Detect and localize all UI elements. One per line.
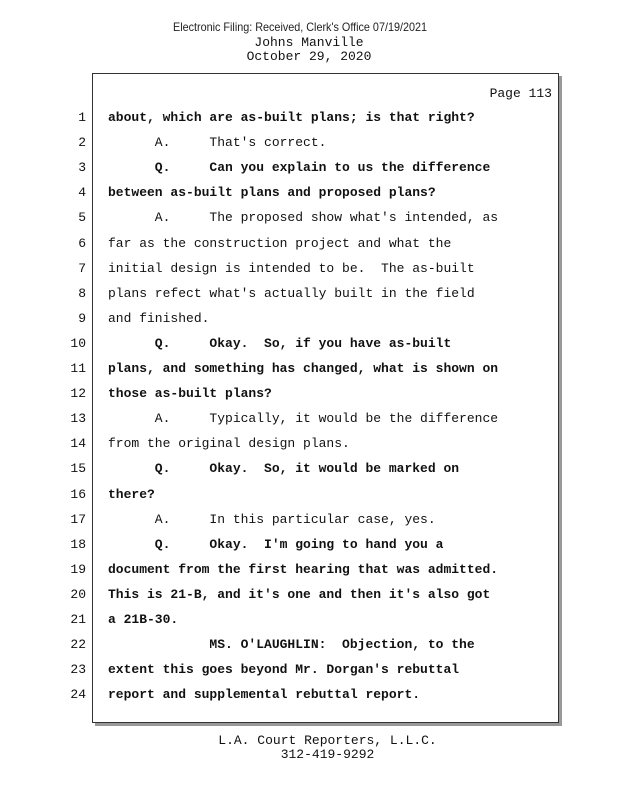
deposition-date: October 29, 2020	[246, 49, 372, 64]
line-number: 17	[70, 512, 86, 527]
transcript-line: A. In this particular case, yes.	[108, 512, 436, 527]
line-number: 7	[78, 261, 86, 276]
line-number: 2	[78, 135, 86, 150]
line-number: 8	[78, 286, 86, 301]
line-number: 19	[70, 562, 86, 577]
line-number: 24	[70, 687, 86, 702]
transcript-line: Q. Okay. So, if you have as-built	[108, 336, 452, 351]
line-number: 21	[70, 612, 86, 627]
transcript-line: Q. Okay. I'm going to hand you a	[108, 537, 444, 552]
case-title: Johns Manville	[254, 35, 364, 50]
line-number: 18	[70, 537, 86, 552]
transcript-line: A. Typically, it would be the difference	[108, 411, 499, 426]
line-number: 13	[70, 411, 86, 426]
transcript-line: a 21B-30.	[108, 612, 179, 627]
court-reporter-phone: 312-419-9292	[280, 747, 375, 762]
electronic-filing-stamp: Electronic Filing: Received, Clerk's Office 07/19/2021	[173, 20, 427, 34]
transcript-line: A. That's correct.	[108, 135, 327, 150]
line-number: 11	[70, 361, 86, 376]
line-number: 5	[78, 210, 86, 225]
transcript-line: plans, and something has changed, what is shown on	[108, 361, 499, 376]
transcript-line: and finished.	[108, 311, 210, 326]
line-number: 9	[78, 311, 86, 326]
transcript-line: report and supplemental rebuttal report.	[108, 687, 421, 702]
court-reporter-firm: L.A. Court Reporters, L.L.C.	[218, 733, 437, 748]
line-number: 6	[78, 236, 86, 251]
transcript-line: about, which are as-built plans; is that right?	[108, 110, 475, 125]
line-number: 14	[70, 436, 86, 451]
line-number: 10	[70, 336, 86, 351]
transcript-line: far as the construction project and what the	[108, 236, 452, 251]
transcript-line: Q. Okay. So, it would be marked on	[108, 461, 460, 476]
transcript-line: from the original design plans.	[108, 436, 350, 451]
transcript-line: This is 21-B, and it's one and then it's also got	[108, 587, 491, 602]
line-number: 15	[70, 461, 86, 476]
transcript-line: between as-built plans and proposed plans?	[108, 185, 436, 200]
line-number: 1	[78, 110, 86, 125]
line-number: 3	[78, 160, 86, 175]
transcript-line: document from the first hearing that was admitted.	[108, 562, 499, 577]
transcript-line: Q. Can you explain to us the difference	[108, 160, 491, 175]
line-number: 22	[70, 637, 86, 652]
line-number: 16	[70, 487, 86, 502]
line-number: 20	[70, 587, 86, 602]
transcript-line: plans refect what's actually built in the field	[108, 286, 475, 301]
page-number: Page 113	[489, 86, 552, 101]
transcript-line: initial design is intended to be. The as-built	[108, 261, 475, 276]
line-number: 23	[70, 662, 86, 677]
transcript-line: extent this goes beyond Mr. Dorgan's rebuttal	[108, 662, 460, 677]
line-number: 4	[78, 185, 86, 200]
line-number: 12	[70, 386, 86, 401]
transcript-line: those as-built plans?	[108, 386, 272, 401]
transcript-line: MS. O'LAUGHLIN: Objection, to the	[108, 637, 475, 652]
transcript-line: A. The proposed show what's intended, as	[108, 210, 499, 225]
transcript-line: there?	[108, 487, 155, 502]
